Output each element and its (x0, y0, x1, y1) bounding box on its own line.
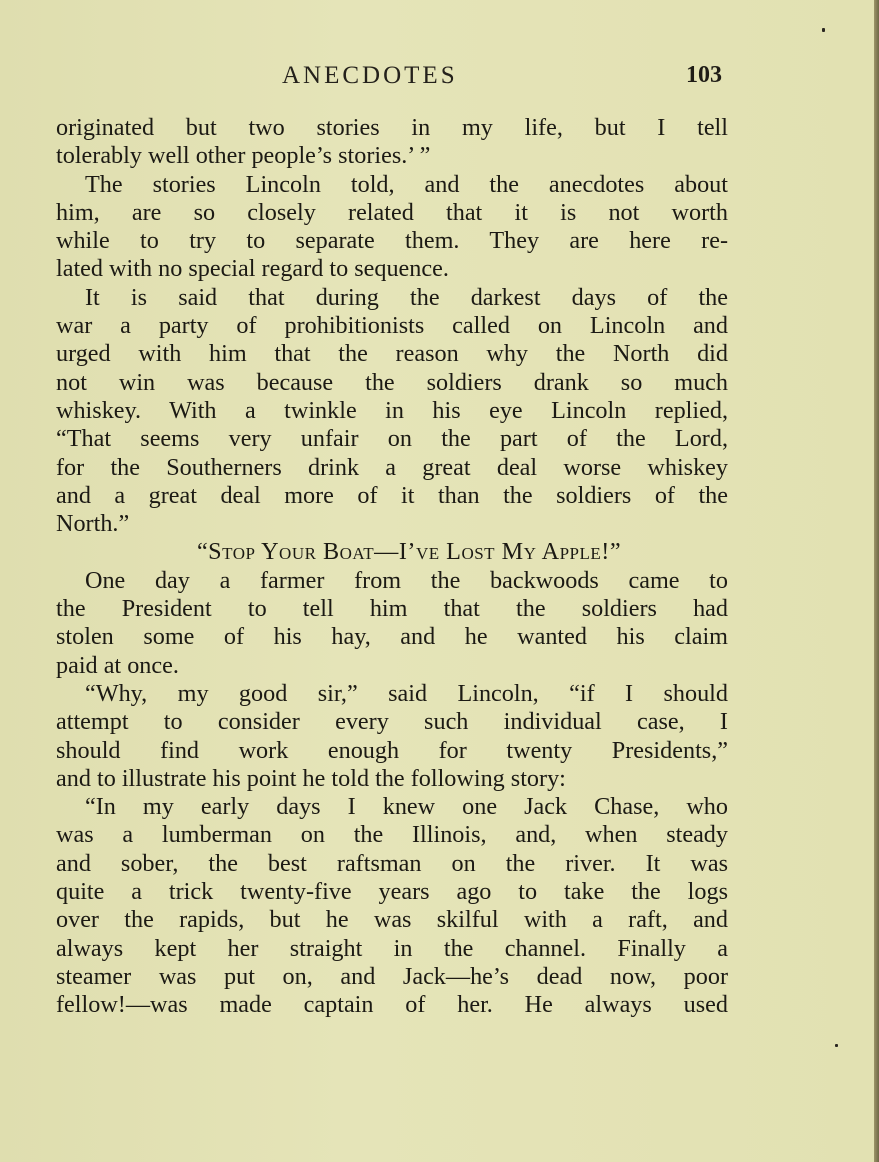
text-line: lated with no special regard to sequence. (56, 255, 449, 283)
paper-speck (822, 28, 825, 32)
text-line: and sober, the best raftsman on the river. It was (56, 849, 728, 877)
text-line: tolerably well other people’s stories.’ ” (56, 142, 431, 170)
text-line: whiskey. With a twinkle in his eye Lincoln replied, (56, 396, 728, 424)
text-line: It is said that during the darkest days of the (85, 283, 728, 311)
text-line: The stories Lincoln told, and the anecdotes about (85, 170, 728, 198)
text-line: stolen some of his hay, and he wanted his claim (56, 623, 728, 651)
text-line: urged with him that the reason why the North did (56, 340, 728, 368)
text-line: paid at once. (56, 651, 179, 679)
text-line: fellow!—was made captain of her. He always used (56, 991, 728, 1019)
section-heading: “Stop Your Boat—I’ve Lost My Apple!” (196, 538, 622, 566)
text-line: and a great deal more of it than the soldiers of the (56, 481, 728, 509)
text-line: while to try to separate them. They are here re- (56, 227, 728, 255)
text-line: steamer was put on, and Jack—he’s dead now, poor (56, 962, 728, 990)
page-edge (874, 0, 879, 1162)
text-line: and to illustrate his point he told the following story: (56, 764, 566, 792)
text-line: quite a trick twenty-five years ago to take the logs (56, 878, 728, 906)
running-title: ANECDOTES (282, 62, 458, 89)
text-line: “In my early days I knew one Jack Chase, who (85, 793, 728, 821)
text-line: over the rapids, but he was skilful with a raft, and (56, 906, 728, 934)
text-line: not win was because the soldiers drank so much (56, 368, 728, 396)
text-line: North.” (56, 510, 130, 538)
text-line: the President to tell him that the soldiers had (56, 595, 728, 623)
running-head (0, 62, 879, 94)
body-text (56, 114, 728, 1020)
text-line: always kept her straight in the channel. Finally a (56, 934, 728, 962)
text-line: “That seems very unfair on the part of the Lord, (56, 425, 728, 453)
text-line: “Why, my good sir,” said Lincoln, “if I should (85, 679, 728, 707)
text-line: should find work enough for twenty Presidents,” (56, 736, 728, 764)
text-line: One day a farmer from the backwoods came to (85, 566, 728, 594)
page-number: 103 (686, 62, 722, 88)
text-line: was a lumberman on the Illinois, and, when steady (56, 821, 728, 849)
text-line: originated but two stories in my life, but I tell (56, 114, 728, 141)
paper-speck (835, 1044, 838, 1047)
text-line: for the Southerners drink a great deal worse whiskey (56, 453, 728, 481)
text-line: him, are so closely related that it is not worth (56, 198, 728, 226)
text-line: attempt to consider every such individual case, I (56, 708, 728, 736)
text-line: war a party of prohibitionists called on Lincoln and (56, 312, 728, 340)
